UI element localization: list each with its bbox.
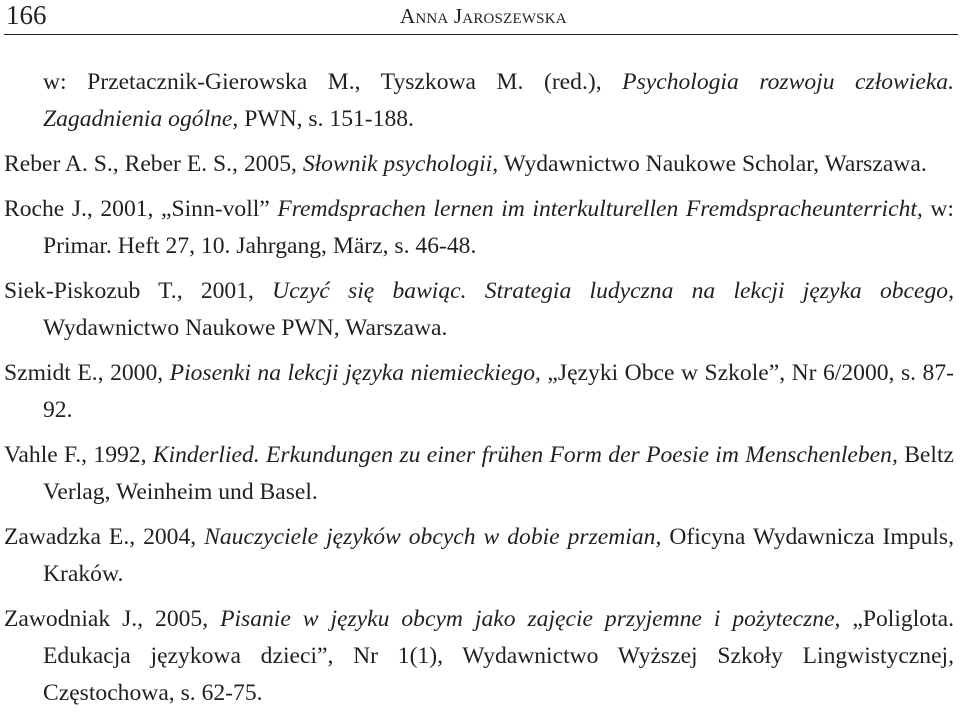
bibliography-entry: Vahle F., 1992, Kinderlied. Erkundungen zu einer frühen Form der Poesie im Menschenleben, Beltz Verlag, Weinheim und Basel. xyxy=(4,442,954,505)
bibliography-entry: Siek-Piskozub T., 2001, Uczyć się bawiąc. Strategia ludyczna na lekcji języka obcego, Wydawnictwo Naukowe PWN, Warszawa. xyxy=(4,278,954,341)
bibliography-entry: Roche J., 2001, „Sinn-voll” Fremdsprachen lernen im interkulturellen Fremdspracheunterricht, w: Primar. Heft 27, 10. Jahrgang, März, s. 46-48. xyxy=(4,196,954,259)
bibliography-entry: Zawadzka E., 2004, Nauczyciele języków obcych w dobie przemian, Oficyna Wydawnicza Impuls, Kraków. xyxy=(4,524,954,587)
bibliography-entry: Reber A. S., Reber E. S., 2005, Słownik psychologii, Wydawnictwo Naukowe Scholar, Warszawa. xyxy=(4,151,927,177)
header-rule xyxy=(4,34,958,35)
bibliography-list xyxy=(0,64,960,720)
page-number: 166 xyxy=(6,0,47,30)
page-header xyxy=(0,0,960,36)
bibliography-entry: w: Przetacznik-Gierowska M., Tyszkowa M. (red.), Psychologia rozwoju człowieka. Zagadnienia ogólne, PWN, s. 151-188. xyxy=(43,69,954,132)
running-head-author: Anna Jaroszewska xyxy=(400,4,567,28)
bibliography-entry: Szmidt E., 2000, Piosenki na lekcji języka niemieckiego, „Języki Obce w Szkole”, Nr 6/2000, s. 87-92. xyxy=(4,360,954,423)
bibliography-entry: Zawodniak J., 2005, Pisanie w języku obcym jako zajęcie przyjemne i pożyteczne, „Poliglota. Edukacja językowa dzieci”, Nr 1(1), Wydawnictwo Wyższej Szkoły Lingwistycznej, Częstochowa, s. 62-75. xyxy=(4,606,954,706)
